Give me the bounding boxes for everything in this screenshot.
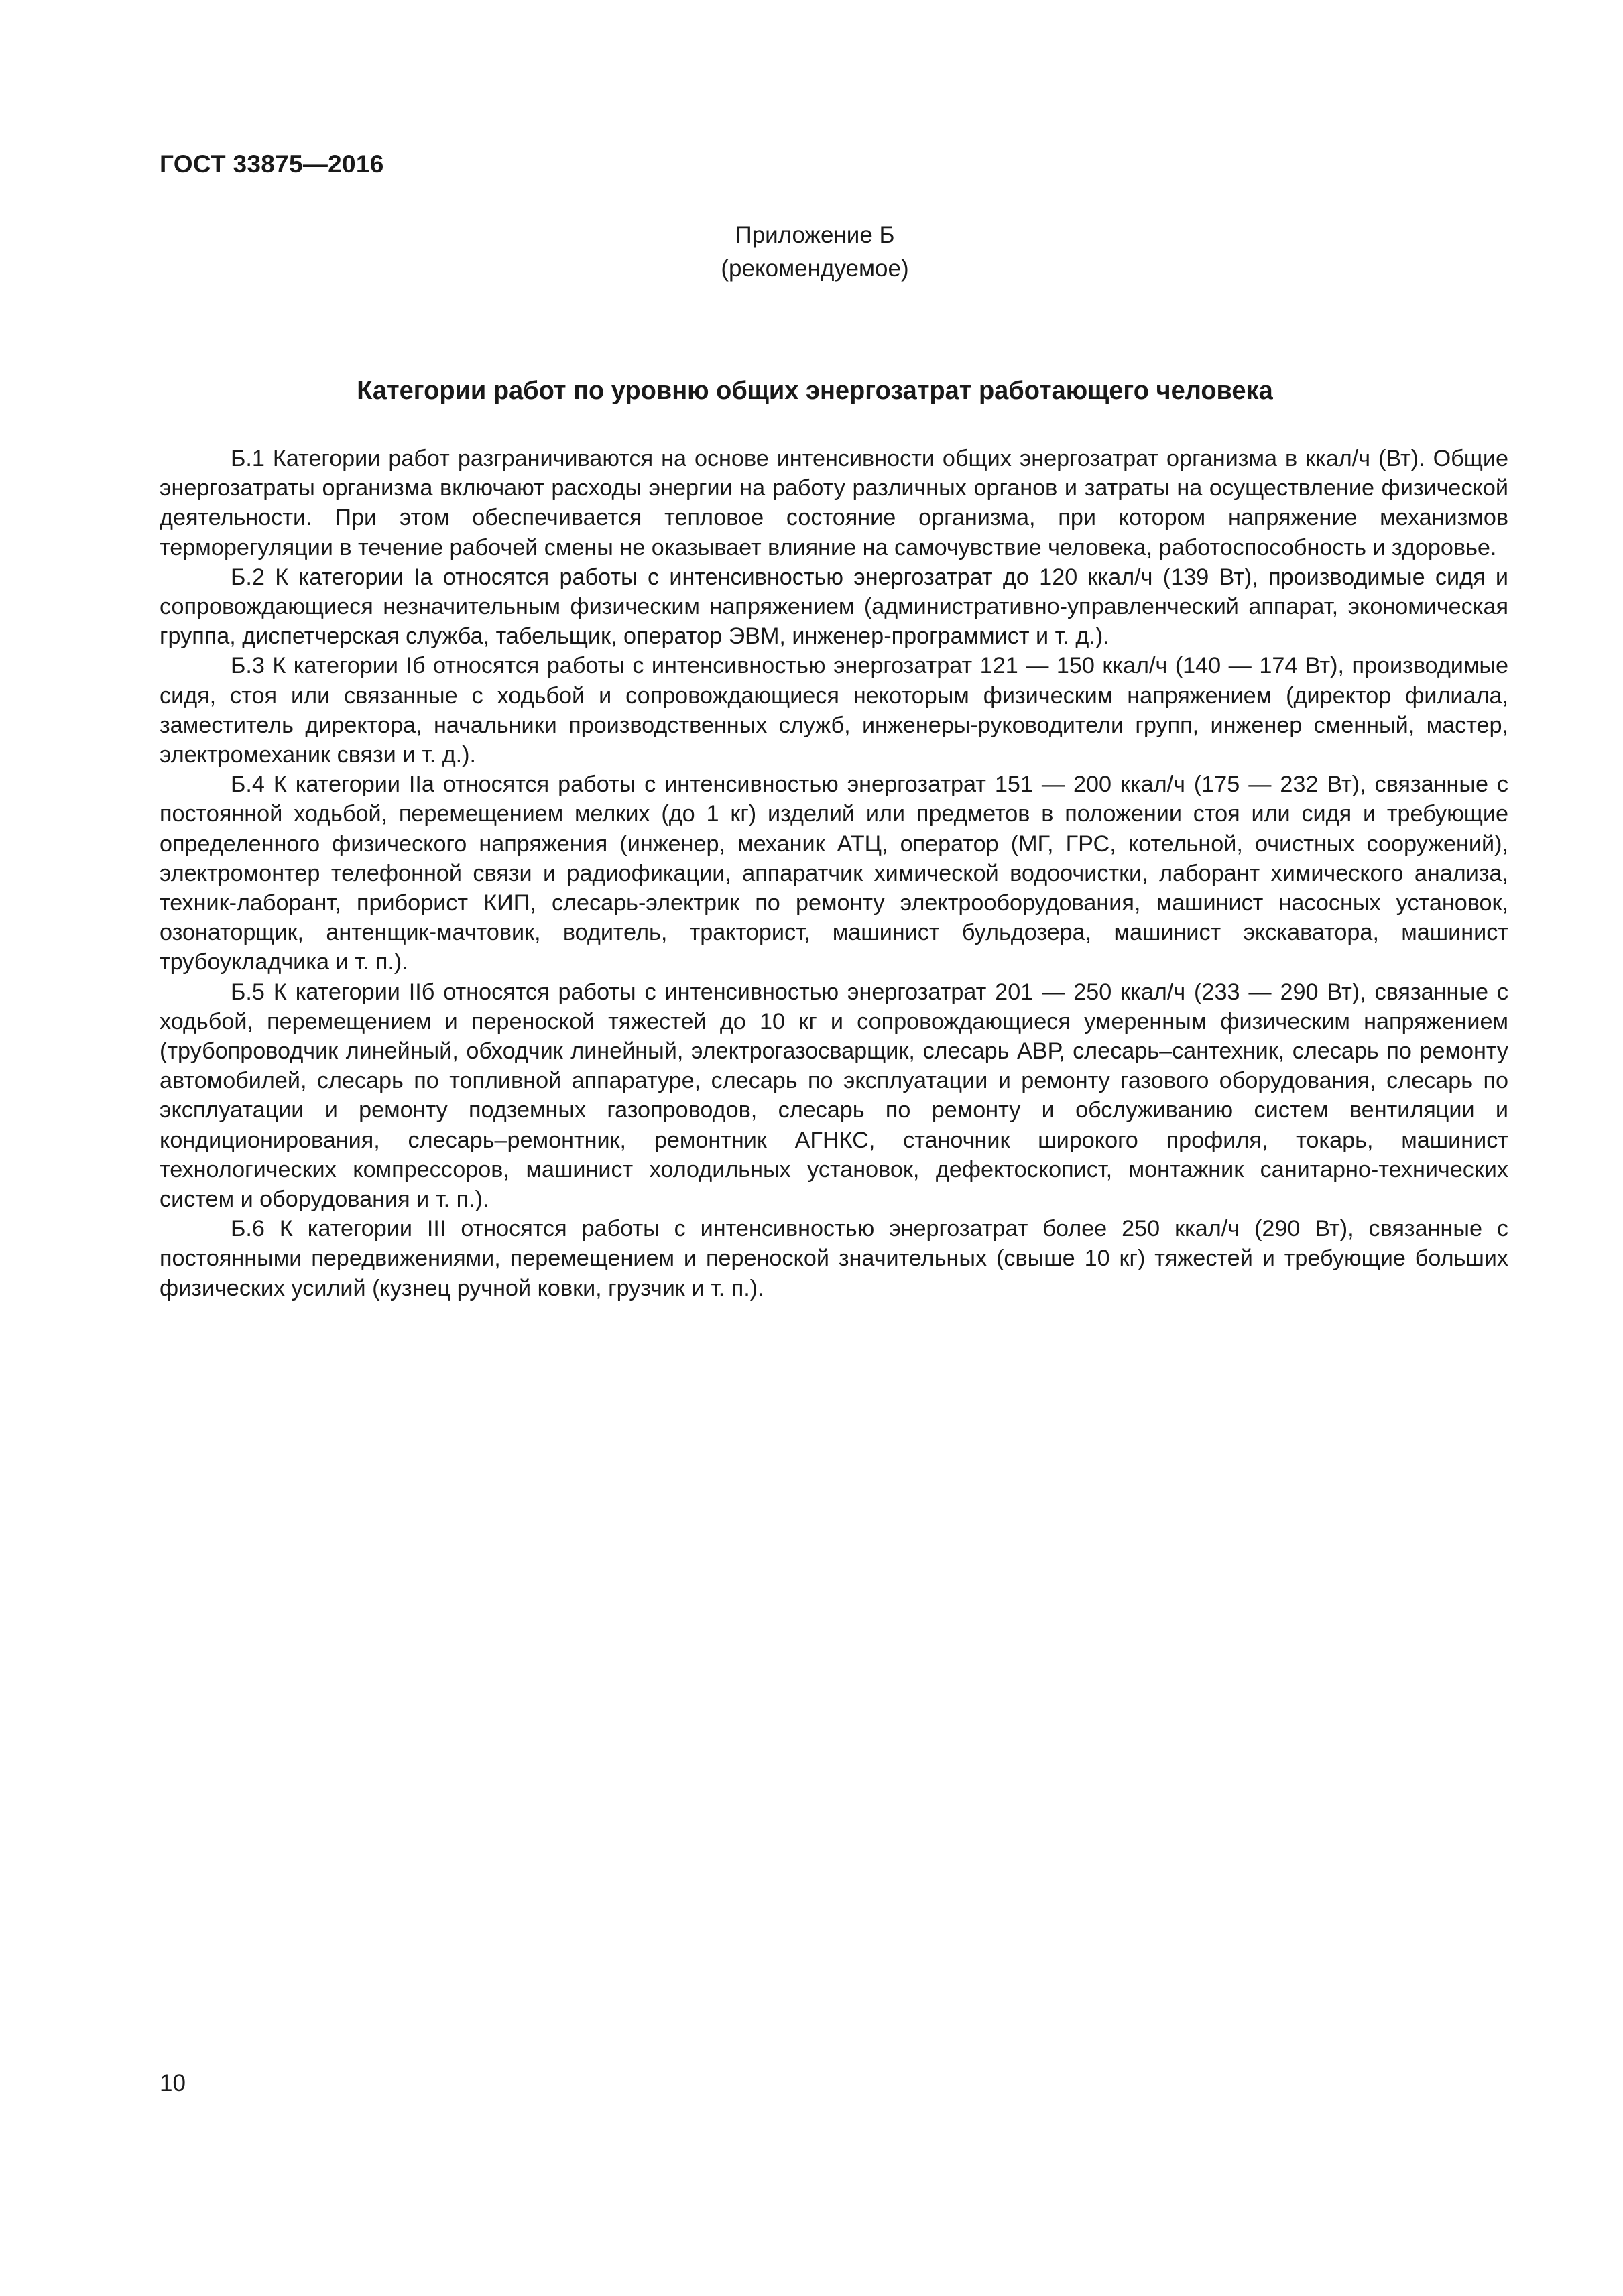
appendix-title: Приложение Б	[735, 222, 895, 248]
paragraph-b4: Б.4 К категории IIа относятся работы с интенсивностью энергозатрат 151 — 200 ккал/ч (175 — 232 Вт), связанные с постоянной ходьбой, перемещением мелких (до 1 кг) изделий или предметов в положении стоя или сидя и требующие определенного физического напряжения (инженер, механик АТЦ, оператор (МГ, ГРС, котельной, очистных сооружений), электромонтер телефонной связи и радиофикации, аппаратчик химической водоочистки, лаборант химического анализа, техник-лаборант, приборист КИП, слесарь-электрик по ремонту электрооборудования, машинист насосных установок, озонаторщик, антенщик-мачтовик, водитель, тракторист, машинист бульдозера, машинист экскаватора, машинист трубоукладчика и т. п.).	[160, 772, 1508, 975]
appendix-status: (рекомендуемое)	[721, 255, 909, 282]
paragraph-b2: Б.2 К категории Iа относятся работы с интенсивностью энергозатрат до 120 ккал/ч (139 Вт), производимые сидя и сопровождающиеся незначительным физическим напряжением (административно-управленческий аппарат, экономическая группа, диспетчерская служба, табельщик, оператор ЭВМ, инженер-программист и т. д.).	[160, 564, 1508, 650]
document-code-header: ГОСТ 33875—2016	[160, 150, 384, 178]
body-text	[160, 444, 1508, 1303]
appendix-heading	[0, 219, 1623, 286]
paragraph-b6: Б.6 К категории III относятся работы с интенсивностью энергозатрат более 250 ккал/ч (290 Вт), связанные с постоянными передвижениями, перемещением и переноской значительных (свыше 10 кг) тяжестей и требующие больших физических усилий (кузнец ручной ковки, грузчик и т. п.).	[160, 1216, 1508, 1301]
section-title: Категории работ по уровню общих энергозатрат работающего человека	[357, 377, 1273, 405]
paragraph-b3: Б.3 К категории Iб относятся работы с интенсивностью энергозатрат 121 — 150 ккал/ч (140 — 174 Вт), производимые сидя, стоя или связанные с ходьбой и сопровождающиеся некоторым физическим напряжением (директор филиала, заместитель директора, начальники производственных служб, инженеры-руководители групп, инженер сменный, мастер, электромеханик связи и т. д.).	[160, 653, 1508, 768]
page-number: 10	[160, 2070, 186, 2096]
paragraph-b5: Б.5 К категории IIб относятся работы с интенсивностью энергозатрат 201 — 250 ккал/ч (233 — 290 Вт), связанные с ходьбой, перемещением и переноской тяжестей до 10 кг и сопровождающиеся умеренным физическим напряжением (трубопроводчик линейный, обходчик линейный, электрогазосварщик, слесарь АВР, слесарь–сантехник, слесарь по ремонту автомобилей, слесарь по топливной аппаратуре, слесарь по эксплуатации и ремонту газового оборудования, слесарь по эксплуатации и ремонту подземных газопроводов, слесарь по ремонту и обслуживанию систем вентиляции и кондиционирования, слесарь–ремонтник, ремонтник АГНКС, станочник широкого профиля, токарь, машинист технологических компрессоров, машинист холодильных установок, дефектоскопист, монтажник санитарно-технических систем и оборудования и т. п.).	[160, 979, 1508, 1213]
paragraph-b1: Б.1 Категории работ разграничиваются на основе интенсивности общих энергозатрат организма в ккал/ч (Вт). Общие энергозатраты организма включают расходы энергии на работу различных органов и затраты на осуществление физической деятельности. При этом обеспечивается тепловое состояние организма, при котором напряжение механизмов терморегуляции в течение рабочей смены не оказывает влияние на самочувствие человека, работоспособность и здоровье.	[160, 446, 1508, 560]
